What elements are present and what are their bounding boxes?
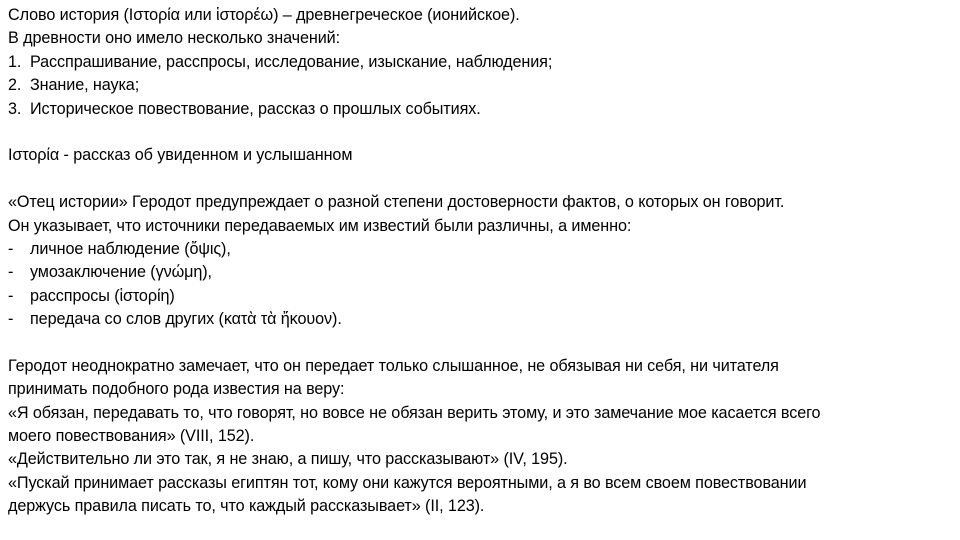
- paragraph-herodotus-quotes: [8, 355, 956, 519]
- spacer: [8, 331, 956, 354]
- paragraph-herodotus-sources: [8, 191, 956, 331]
- spacer: [8, 168, 956, 191]
- list-item-text: умозаключение (γνώμη),: [30, 263, 212, 282]
- quote-block-line: принимать подобного рода известия на веру:: [8, 380, 345, 399]
- list-item: [8, 98, 956, 121]
- quote-block-line: «Я обязан, передавать то, что говорят, но вовсе не обязан верить этому, и это замечание мое касается всего: [8, 403, 821, 422]
- paragraph-definition: [8, 144, 956, 167]
- list-item: [8, 74, 956, 97]
- slide-content: [8, 4, 956, 519]
- list-item-text: Расспрашивание, расспросы, исследование, изыскание, наблюдения;: [30, 52, 553, 71]
- meanings-intro: В древности оно имело несколько значений:: [8, 29, 340, 48]
- paragraph-etymology: [8, 4, 956, 121]
- spacer: [8, 121, 956, 144]
- list-marker: -: [8, 286, 14, 305]
- list-item: [8, 285, 956, 308]
- list-item-text: передача со слов других (κατὰ τὰ ἤκουον).: [30, 310, 342, 329]
- list-item: [8, 238, 956, 261]
- list-item: [8, 261, 956, 284]
- list-item: [8, 51, 956, 74]
- list-marker: -: [8, 239, 14, 258]
- quote-block-line: «Действительно ли это так, я не знаю, а пишу, что рассказывают» (IV, 195).: [8, 450, 568, 469]
- sources-intro-line: Он указывает, что источники передаваемых им известий были различны, а именно:: [8, 216, 632, 235]
- list-item: [8, 308, 956, 331]
- list-marker: 3.: [8, 99, 22, 118]
- quote-block-line: «Пускай принимает рассказы египтян тот, кому они кажутся вероятными, а я во всем своем повествовании: [8, 473, 807, 492]
- list-item-text: Знание, наука;: [30, 76, 140, 95]
- quote-block-line: Геродот неоднократно замечает, что он передает только слышанное, не обязывая ни себя, ни читателя: [8, 356, 779, 375]
- list-marker: 2.: [8, 76, 22, 95]
- list-marker: -: [8, 263, 14, 282]
- etymology-line: Слово история (Ιστορία или ἱστορέω) – древнегреческое (ионийское).: [8, 6, 520, 24]
- herodotus-intro-line: «Отец истории» Геродот предупреждает о разной степени достоверности фактов, о которых он говорит.: [8, 193, 785, 212]
- definition-line: Ιστορία - рассказ об увиденном и услышанном: [8, 146, 353, 165]
- list-item-text: расспросы (ἱστορίη): [30, 286, 175, 305]
- list-item-text: Историческое повествование, рассказ о прошлых событиях.: [30, 99, 481, 118]
- quote-block-line: держусь правила писать то, что каждый рассказывает» (II, 123).: [8, 497, 485, 516]
- list-marker: -: [8, 310, 14, 329]
- list-marker: 1.: [8, 52, 22, 71]
- quote-block-line: моего повествования» (VIII, 152).: [8, 427, 255, 446]
- list-item-text: личное наблюдение (ὄψις),: [30, 239, 231, 258]
